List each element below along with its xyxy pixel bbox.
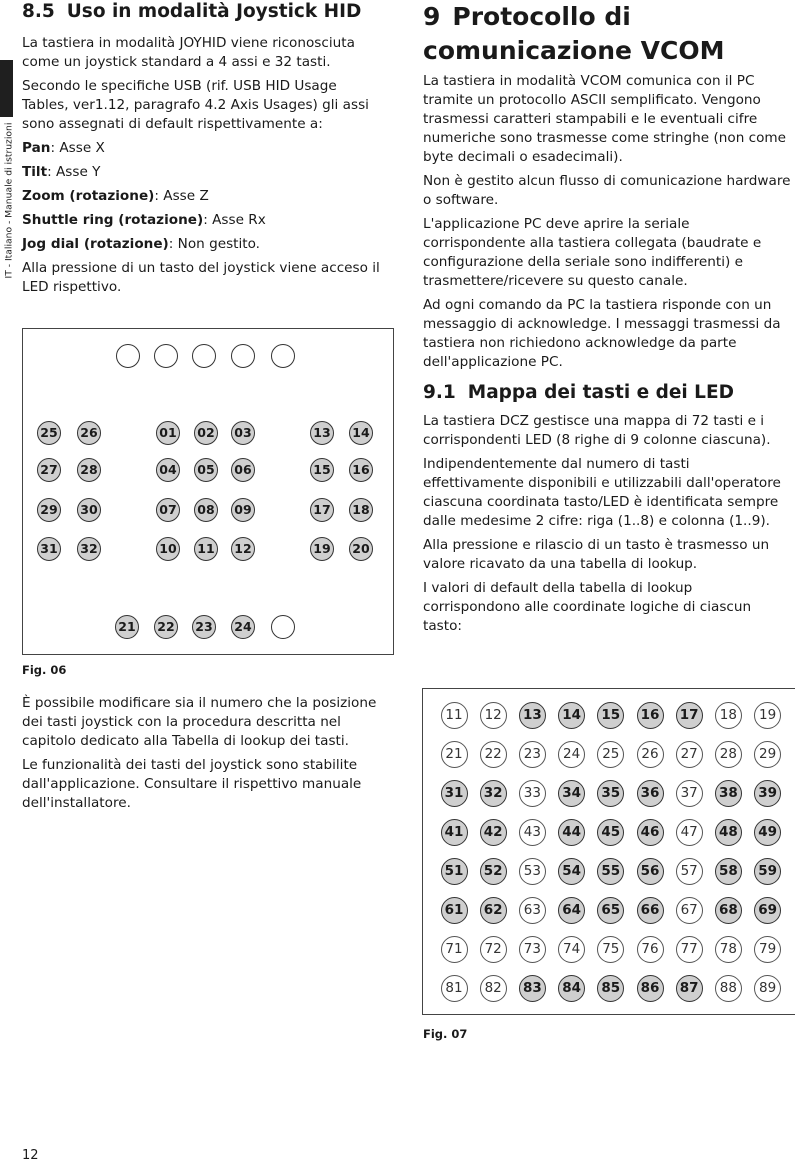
joystick-key: 20 xyxy=(349,537,373,561)
key-led-cell: 34 xyxy=(558,780,585,807)
paragraph: Indipendentemente dal numero di tasti effettivamente disponibili e utilizzabili dall'operatore ciascuna coordinata tasto/LED è identificata sempre dalle medesime 2 cifre: riga (1..8) e colonna (1..9). xyxy=(423,456,781,529)
axis-item: Pan: Asse X xyxy=(22,140,105,156)
key-led-cell: 53 xyxy=(519,858,546,885)
fig07-key-led-map xyxy=(422,688,795,1015)
key-led-cell: 74 xyxy=(558,936,585,963)
axis-item: Tilt: Asse Y xyxy=(22,164,101,180)
joystick-key: 01 xyxy=(156,421,180,445)
joystick-key: 23 xyxy=(192,615,216,639)
chapter-tab-marker xyxy=(0,60,13,117)
key-led-cell: 44 xyxy=(558,819,585,846)
key-led-cell: 15 xyxy=(597,702,624,729)
key-led-cell: 11 xyxy=(441,702,468,729)
joystick-key: 27 xyxy=(37,458,61,482)
key-led-cell: 89 xyxy=(754,975,781,1002)
joystick-key: 13 xyxy=(310,421,334,445)
key-led-cell: 81 xyxy=(441,975,468,1002)
paragraph: È possibile modificare sia il numero che la posizione dei tasti joystick con la procedura descritta nel capitolo dedicato alla Tabella di lookup dei tasti. xyxy=(22,695,377,749)
paragraph: Alla pressione di un tasto del joystick viene acceso il LED rispettivo. xyxy=(22,260,380,295)
page-number: 12 xyxy=(22,1148,39,1163)
key-led-cell: 83 xyxy=(519,975,546,1002)
paragraph: Non è gestito alcun flusso di comunicazione hardware o software. xyxy=(423,173,791,208)
section-heading-8-5 xyxy=(22,0,387,24)
joystick-key: 10 xyxy=(156,537,180,561)
key-led-cell: 41 xyxy=(441,819,468,846)
section-title: Mappa dei tasti e dei LED xyxy=(467,382,734,403)
section-heading-9-1 xyxy=(423,381,793,405)
key-led-cell: 86 xyxy=(637,975,664,1002)
joystick-key: 26 xyxy=(77,421,101,445)
key-led-cell: 63 xyxy=(519,897,546,924)
paragraph: L'applicazione PC deve aprire la seriale corrispondente alla tastiera collegata (baudrate e configurazione della seriale sono indifferenti) e trasmettere/ricevere su questo canale. xyxy=(423,216,762,289)
paragraph: Secondo le specifiche USB (rif. USB HID Usage Tables, ver1.12, paragrafo 4.2 Axis Usages) gli assi sono assegnati di default rispettivamente a: xyxy=(22,78,369,132)
key-led-cell: 17 xyxy=(676,702,703,729)
joystick-key: 11 xyxy=(194,537,218,561)
paragraph: La tastiera in modalità VCOM comunica con il PC tramite un protocollo ASCII semplificato. Vengono trasmessi caratteri stampabili e le eventuali cifre numeriche sono trasmesse come stringhe (non come byte decimali o esadecimali). xyxy=(423,73,787,165)
key-led-cell: 66 xyxy=(637,897,664,924)
key-led-cell: 67 xyxy=(676,897,703,924)
axis-item: Zoom (rotazione): Asse Z xyxy=(22,188,209,204)
joystick-key: 17 xyxy=(310,498,334,522)
paragraph: La tastiera in modalità JOYHID viene riconosciuta come un joystick standard a 4 assi e 32 tasti. xyxy=(22,35,355,70)
key-led-cell: 76 xyxy=(637,936,664,963)
axis-item: Jog dial (rotazione): Non gestito. xyxy=(22,236,260,252)
key-led-cell: 18 xyxy=(715,702,742,729)
key-led-cell: 58 xyxy=(715,858,742,885)
key-led-cell: 87 xyxy=(676,975,703,1002)
fig06-joystick-keys-diagram xyxy=(22,328,394,655)
key-led-cell: 62 xyxy=(480,897,507,924)
chapter-number: 9 xyxy=(423,2,441,31)
joystick-key: 30 xyxy=(77,498,101,522)
joystick-key: 03 xyxy=(231,421,255,445)
key-led-cell: 43 xyxy=(519,819,546,846)
key-led-cell: 56 xyxy=(637,858,664,885)
key-led-cell: 71 xyxy=(441,936,468,963)
joystick-key: 16 xyxy=(349,458,373,482)
joystick-key: 29 xyxy=(37,498,61,522)
joystick-key: 22 xyxy=(154,615,178,639)
joystick-key: 07 xyxy=(156,498,180,522)
empty-key xyxy=(192,344,216,368)
joystick-key: 24 xyxy=(231,615,255,639)
joystick-key: 06 xyxy=(231,458,255,482)
key-led-cell: 37 xyxy=(676,780,703,807)
axis-item: Shuttle ring (rotazione): Asse Rx xyxy=(22,212,266,228)
key-led-cell: 78 xyxy=(715,936,742,963)
key-led-cell: 51 xyxy=(441,858,468,885)
joystick-key: 09 xyxy=(231,498,255,522)
key-led-cell: 22 xyxy=(480,741,507,768)
key-led-cell: 59 xyxy=(754,858,781,885)
key-led-cell: 45 xyxy=(597,819,624,846)
key-led-cell: 23 xyxy=(519,741,546,768)
key-led-cell: 68 xyxy=(715,897,742,924)
empty-key xyxy=(271,344,295,368)
key-led-cell: 49 xyxy=(754,819,781,846)
fig07-label: Fig. 07 xyxy=(423,1027,468,1041)
paragraph: La tastiera DCZ gestisce una mappa di 72 tasti e i corrispondenti LED (8 righe di 9 colonne ciascuna). xyxy=(423,413,771,448)
joystick-key: 19 xyxy=(310,537,334,561)
key-led-cell: 33 xyxy=(519,780,546,807)
key-led-cell: 26 xyxy=(637,741,664,768)
key-led-cell: 52 xyxy=(480,858,507,885)
key-led-cell: 24 xyxy=(558,741,585,768)
chapter-title-line1: Protocollo di xyxy=(452,2,631,31)
key-led-cell: 42 xyxy=(480,819,507,846)
key-led-cell: 47 xyxy=(676,819,703,846)
key-led-cell: 69 xyxy=(754,897,781,924)
key-led-cell: 88 xyxy=(715,975,742,1002)
joystick-key: 12 xyxy=(231,537,255,561)
joystick-key: 25 xyxy=(37,421,61,445)
key-led-cell: 38 xyxy=(715,780,742,807)
key-led-cell: 61 xyxy=(441,897,468,924)
key-led-cell: 79 xyxy=(754,936,781,963)
key-led-cell: 85 xyxy=(597,975,624,1002)
joystick-key: 32 xyxy=(77,537,101,561)
key-led-cell: 65 xyxy=(597,897,624,924)
key-led-cell: 31 xyxy=(441,780,468,807)
key-led-cell: 19 xyxy=(754,702,781,729)
key-led-cell: 32 xyxy=(480,780,507,807)
key-led-cell: 27 xyxy=(676,741,703,768)
left-column xyxy=(22,0,387,302)
key-led-cell: 75 xyxy=(597,936,624,963)
joystick-key: 05 xyxy=(194,458,218,482)
sidebar-label: IT - Italiano - Manuale di istruzioni xyxy=(3,122,15,279)
key-led-cell: 29 xyxy=(754,741,781,768)
key-led-cell: 57 xyxy=(676,858,703,885)
key-led-cell: 36 xyxy=(637,780,664,807)
axes-list xyxy=(22,139,387,254)
chapter-title-line2: comunicazione VCOM xyxy=(423,36,725,65)
paragraph: I valori di default della tabella di lookup corrispondono alle coordinate logiche di ciascun tasto: xyxy=(423,580,752,634)
chapter-heading-9 xyxy=(423,0,793,68)
key-led-cell: 46 xyxy=(637,819,664,846)
empty-key xyxy=(271,615,295,639)
key-led-cell: 12 xyxy=(480,702,507,729)
key-led-cell: 28 xyxy=(715,741,742,768)
joystick-key: 04 xyxy=(156,458,180,482)
empty-key xyxy=(154,344,178,368)
empty-key xyxy=(116,344,140,368)
key-led-cell: 55 xyxy=(597,858,624,885)
section-number: 8.5 xyxy=(22,1,55,22)
key-led-cell: 72 xyxy=(480,936,507,963)
key-led-cell: 82 xyxy=(480,975,507,1002)
joystick-key: 28 xyxy=(77,458,101,482)
paragraph: Alla pressione e rilascio di un tasto è trasmesso un valore ricavato da una tabella di lookup. xyxy=(423,537,770,572)
joystick-key: 31 xyxy=(37,537,61,561)
joystick-key: 02 xyxy=(194,421,218,445)
joystick-key: 14 xyxy=(349,421,373,445)
key-led-cell: 73 xyxy=(519,936,546,963)
key-led-cell: 14 xyxy=(558,702,585,729)
fig06-label: Fig. 06 xyxy=(22,663,67,677)
key-led-cell: 25 xyxy=(597,741,624,768)
key-led-cell: 35 xyxy=(597,780,624,807)
paragraph: Le funzionalità dei tasti del joystick sono stabilite dall'applicazione. Consultare il rispettivo manuale dell'installatore. xyxy=(22,757,362,811)
right-column xyxy=(423,0,793,641)
left-column-bottom xyxy=(22,694,387,818)
key-led-cell: 64 xyxy=(558,897,585,924)
key-led-cell: 39 xyxy=(754,780,781,807)
section-title: Uso in modalità Joystick HID xyxy=(66,1,362,22)
joystick-key: 08 xyxy=(194,498,218,522)
key-led-cell: 77 xyxy=(676,936,703,963)
key-led-cell: 84 xyxy=(558,975,585,1002)
joystick-key: 15 xyxy=(310,458,334,482)
empty-key xyxy=(231,344,255,368)
key-led-cell: 54 xyxy=(558,858,585,885)
key-led-cell: 13 xyxy=(519,702,546,729)
section-number: 9.1 xyxy=(423,382,456,403)
key-led-cell: 16 xyxy=(637,702,664,729)
key-led-cell: 21 xyxy=(441,741,468,768)
paragraph: Ad ogni comando da PC la tastiera risponde con un messaggio di acknowledge. I messaggi trasmessi da tastiera non richiedono acknowledge da parte dell'applicazione PC. xyxy=(423,297,781,370)
joystick-key: 18 xyxy=(349,498,373,522)
key-led-cell: 48 xyxy=(715,819,742,846)
joystick-key: 21 xyxy=(115,615,139,639)
